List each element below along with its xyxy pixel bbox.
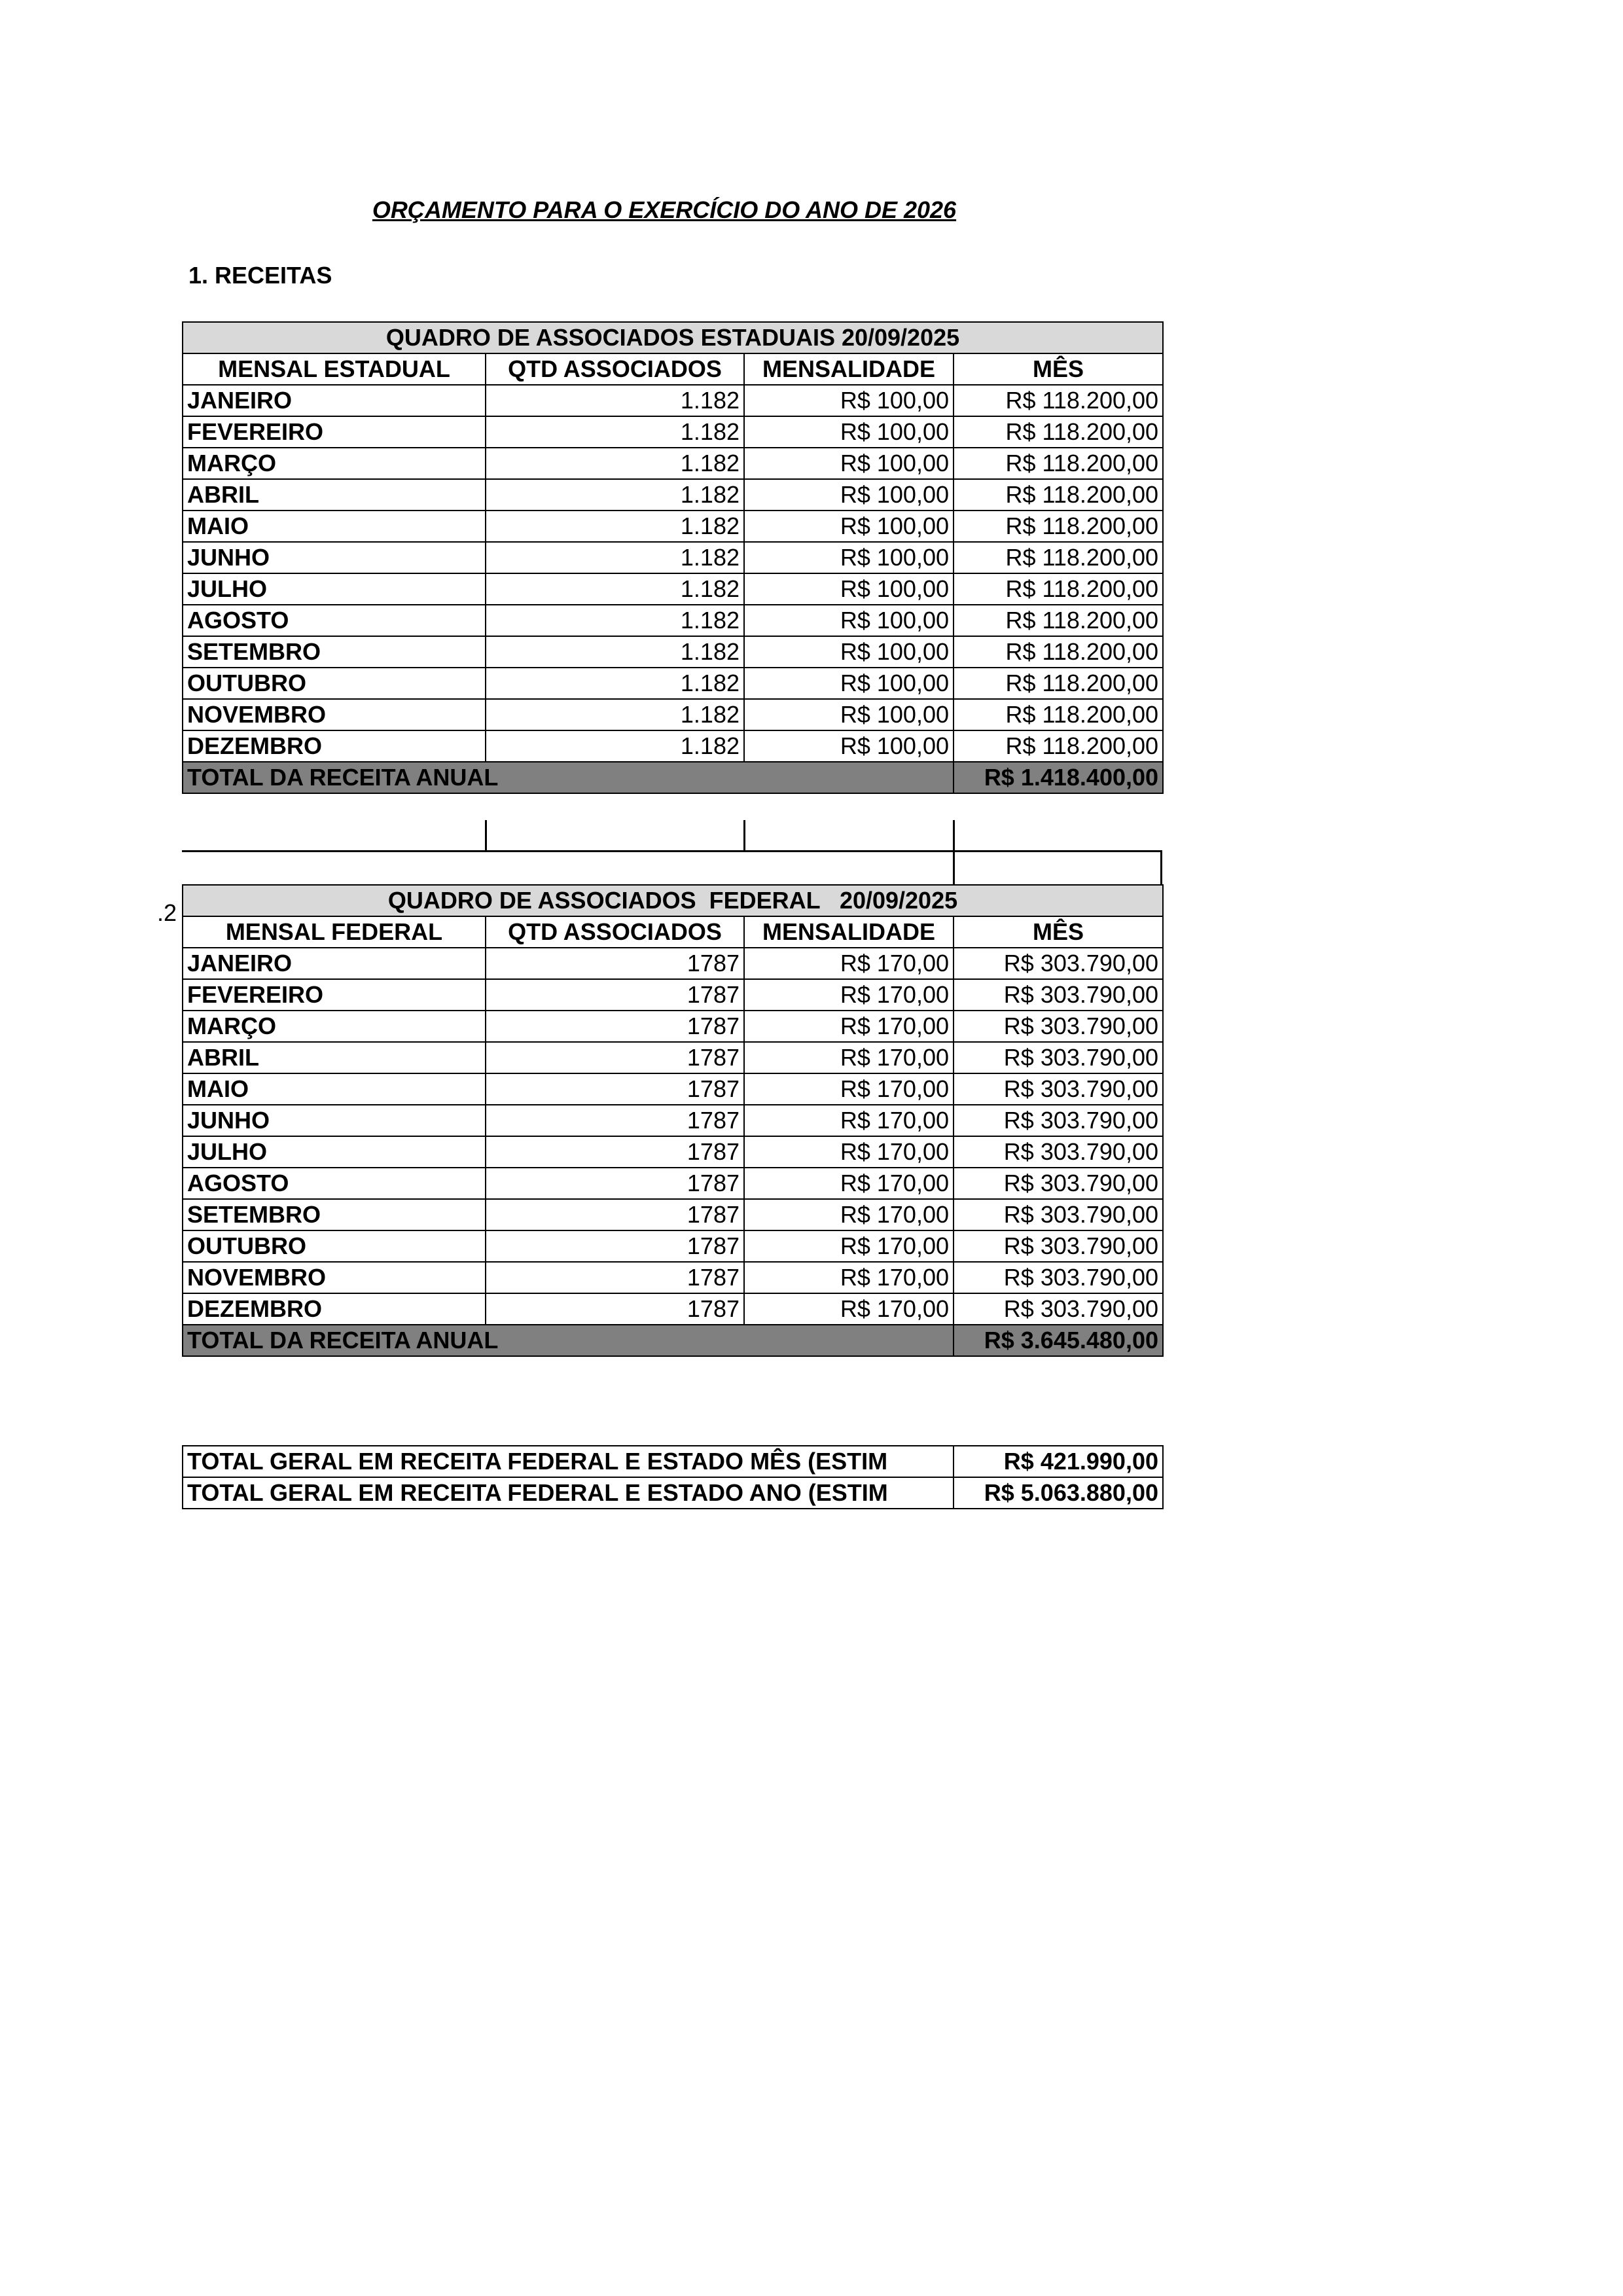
table-row [183,1105,1163,1136]
month-cell: JANEIRO [183,385,486,416]
fee-cell: R$ 170,00 [744,1199,954,1230]
table-row [183,448,1163,479]
qty-cell: 1.182 [486,699,744,730]
qty-cell: 1787 [486,1168,744,1199]
month-total-cell: R$ 303.790,00 [954,1262,1163,1293]
qty-cell: 1.182 [486,479,744,511]
table-row [183,1042,1163,1073]
federal-members-table [182,884,1164,1357]
table-row [183,479,1163,511]
annual-total-value: R$ 3.645.480,00 [954,1325,1163,1356]
qty-cell: 1787 [486,1230,744,1262]
annual-total-row [183,1325,1163,1356]
fee-cell: R$ 170,00 [744,1230,954,1262]
month-cell: MARÇO [183,448,486,479]
month-cell: NOVEMBRO [183,699,486,730]
qty-cell: 1.182 [486,511,744,542]
qty-cell: 1.182 [486,730,744,762]
estadual-members-table [182,321,1164,794]
fee-cell: R$ 170,00 [744,1011,954,1042]
table-row [183,605,1163,636]
fee-cell: R$ 170,00 [744,1042,954,1073]
month-cell: MAIO [183,1073,486,1105]
table-row [183,511,1163,542]
month-cell: OUTUBRO [183,668,486,699]
fee-cell: R$ 100,00 [744,730,954,762]
month-cell: OUTUBRO [183,1230,486,1262]
fee-cell: R$ 170,00 [744,979,954,1011]
column-header-qty: QTD ASSOCIADOS [486,916,744,948]
grand-total-label: TOTAL GERAL EM RECEITA FEDERAL E ESTADO ANO (ESTIM [183,1477,954,1509]
table-row [183,636,1163,668]
qty-cell: 1787 [486,1293,744,1325]
page-title: ORÇAMENTO PARA O EXERCÍCIO DO ANO DE 2026 [372,196,957,223]
qty-cell: 1.182 [486,416,744,448]
table-row [183,573,1163,605]
fee-cell: R$ 100,00 [744,605,954,636]
qty-cell: 1.182 [486,636,744,668]
fee-cell: R$ 170,00 [744,1293,954,1325]
month-cell: FEVEREIRO [183,979,486,1011]
fee-cell: R$ 100,00 [744,699,954,730]
grand-totals-table [182,1445,1164,1509]
table-row [183,542,1163,573]
fee-cell: R$ 170,00 [744,1105,954,1136]
qty-cell: 1.182 [486,605,744,636]
month-cell: SETEMBRO [183,636,486,668]
month-total-cell: R$ 118.200,00 [954,416,1163,448]
table-row [183,1073,1163,1105]
table-row [183,416,1163,448]
grand-total-row [183,1477,1163,1509]
grid-line [1160,850,1162,886]
table-row [183,730,1163,762]
fee-cell: R$ 100,00 [744,385,954,416]
grid-line [485,820,487,852]
month-cell: FEVEREIRO [183,416,486,448]
month-cell: JULHO [183,573,486,605]
qty-cell: 1787 [486,1042,744,1073]
fee-cell: R$ 100,00 [744,416,954,448]
month-cell: DEZEMBRO [183,1293,486,1325]
month-cell: JULHO [183,1136,486,1168]
month-total-cell: R$ 303.790,00 [954,1199,1163,1230]
qty-cell: 1.182 [486,668,744,699]
column-header-month: MENSAL FEDERAL [183,916,486,948]
month-total-cell: R$ 118.200,00 [954,542,1163,573]
annual-total-label: TOTAL DA RECEITA ANUAL [183,762,954,793]
month-cell: MAIO [183,511,486,542]
month-total-cell: R$ 303.790,00 [954,1168,1163,1199]
column-header-fee: MENSALIDADE [744,916,954,948]
table-row [183,1011,1163,1042]
grand-total-row [183,1446,1163,1477]
month-total-cell: R$ 303.790,00 [954,1073,1163,1105]
table-row [183,979,1163,1011]
table-title-row [183,322,1163,353]
column-header-row [183,353,1163,385]
qty-cell: 1.182 [486,385,744,416]
side-marker: .2 [157,899,177,926]
table-row [183,668,1163,699]
month-cell: AGOSTO [183,605,486,636]
month-total-cell: R$ 303.790,00 [954,948,1163,979]
table-row [183,1293,1163,1325]
fee-cell: R$ 170,00 [744,1073,954,1105]
table-row [183,385,1163,416]
fee-cell: R$ 100,00 [744,542,954,573]
table-title-row [183,885,1163,916]
qty-cell: 1.182 [486,448,744,479]
fee-cell: R$ 100,00 [744,511,954,542]
qty-cell: 1787 [486,979,744,1011]
table-row [183,1230,1163,1262]
fee-cell: R$ 100,00 [744,479,954,511]
qty-cell: 1787 [486,948,744,979]
month-total-cell: R$ 118.200,00 [954,511,1163,542]
month-cell: ABRIL [183,479,486,511]
annual-total-label: TOTAL DA RECEITA ANUAL [183,1325,954,1356]
fee-cell: R$ 170,00 [744,1136,954,1168]
month-cell: DEZEMBRO [183,730,486,762]
table-row [183,1199,1163,1230]
column-header-month: MENSAL ESTADUAL [183,353,486,385]
table-row [183,1136,1163,1168]
month-cell: JUNHO [183,1105,486,1136]
table-title: QUADRO DE ASSOCIADOS ESTADUAIS 20/09/2025 [183,322,1163,353]
month-total-cell: R$ 303.790,00 [954,1230,1163,1262]
table-row [183,1262,1163,1293]
qty-cell: 1787 [486,1136,744,1168]
month-total-cell: R$ 303.790,00 [954,1042,1163,1073]
month-total-cell: R$ 118.200,00 [954,448,1163,479]
column-header-qty: QTD ASSOCIADOS [486,353,744,385]
annual-total-row [183,762,1163,793]
month-cell: MARÇO [183,1011,486,1042]
month-total-cell: R$ 303.790,00 [954,1105,1163,1136]
month-cell: AGOSTO [183,1168,486,1199]
month-cell: JUNHO [183,542,486,573]
month-cell: ABRIL [183,1042,486,1073]
month-total-cell: R$ 118.200,00 [954,699,1163,730]
month-total-cell: R$ 118.200,00 [954,636,1163,668]
month-total-cell: R$ 118.200,00 [954,730,1163,762]
grand-total-value: R$ 5.063.880,00 [954,1477,1163,1509]
month-cell: NOVEMBRO [183,1262,486,1293]
qty-cell: 1.182 [486,542,744,573]
grand-total-label: TOTAL GERAL EM RECEITA FEDERAL E ESTADO MÊS (ESTIM [183,1446,954,1477]
qty-cell: 1787 [486,1073,744,1105]
grid-line [953,820,955,886]
grand-total-value: R$ 421.990,00 [954,1446,1163,1477]
grid-line [743,820,745,852]
fee-cell: R$ 100,00 [744,636,954,668]
qty-cell: 1787 [486,1262,744,1293]
month-total-cell: R$ 118.200,00 [954,479,1163,511]
table-row [183,948,1163,979]
month-total-cell: R$ 118.200,00 [954,573,1163,605]
month-total-cell: R$ 118.200,00 [954,605,1163,636]
fee-cell: R$ 170,00 [744,948,954,979]
qty-cell: 1787 [486,1105,744,1136]
fee-cell: R$ 170,00 [744,1168,954,1199]
qty-cell: 1.182 [486,573,744,605]
month-total-cell: R$ 303.790,00 [954,979,1163,1011]
grid-line [182,850,1162,852]
column-header-fee: MENSALIDADE [744,353,954,385]
section-heading: 1. RECEITAS [188,262,332,289]
month-total-cell: R$ 303.790,00 [954,1293,1163,1325]
column-header-total: MÊS [954,916,1163,948]
column-header-row [183,916,1163,948]
month-cell: SETEMBRO [183,1199,486,1230]
table-row [183,1168,1163,1199]
table-title: QUADRO DE ASSOCIADOS FEDERAL 20/09/2025 [183,885,1163,916]
month-total-cell: R$ 118.200,00 [954,385,1163,416]
annual-total-value: R$ 1.418.400,00 [954,762,1163,793]
qty-cell: 1787 [486,1011,744,1042]
table-row [183,699,1163,730]
month-total-cell: R$ 303.790,00 [954,1136,1163,1168]
empty-cells-spacer [182,820,1162,886]
month-cell: JANEIRO [183,948,486,979]
fee-cell: R$ 100,00 [744,573,954,605]
fee-cell: R$ 100,00 [744,668,954,699]
qty-cell: 1787 [486,1199,744,1230]
fee-cell: R$ 170,00 [744,1262,954,1293]
fee-cell: R$ 100,00 [744,448,954,479]
column-header-total: MÊS [954,353,1163,385]
month-total-cell: R$ 303.790,00 [954,1011,1163,1042]
month-total-cell: R$ 118.200,00 [954,668,1163,699]
